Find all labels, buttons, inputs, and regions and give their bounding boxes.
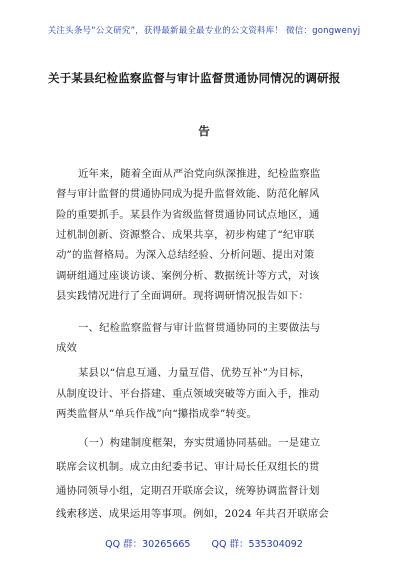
section-heading: 一、纪检监察监督与审计监督贯通协同的主要做法与	[78, 322, 321, 334]
document-title-continuation: 告	[198, 124, 210, 138]
document-title: 关于某县纪检监察监督与审计监督贯通协同情况的调研报	[48, 71, 341, 85]
body-line: 线索移送、成果运用等事项。例如，2024 年共召开联席会	[56, 508, 329, 520]
body-line: 两类监督从“单兵作战”向“攥指成拳”转变。	[56, 408, 258, 420]
body-line: 督与审计监督的贯通协同成为提升监督效能、防范化解风	[56, 188, 320, 200]
footer-qq-groups	[0, 536, 408, 550]
body-line: 近年来，随着全面从严治党向纵深推进，纪检监察监	[78, 168, 321, 180]
subsection-line: （一）构建制度框架，夯实贯通协同基础。一是建立	[78, 437, 321, 449]
section-heading-continuation: 成效	[56, 342, 78, 354]
body-line: 调研组通过座谈访谈、案例分析、数据统计等方式，对该	[56, 270, 320, 282]
promo-banner: 关注头条号“公文研究”，获得最新最全最专业的公文资料库！ 微信：gongwenyj	[47, 26, 361, 36]
body-line: 县实践情况进行了全面调研。现将调研情况报告如下：	[56, 290, 309, 302]
body-line: 通协同领导小组，定期召开联席会议，统筹协调监督计划	[56, 485, 320, 497]
body-line: 动”的监督格局。为深入总结经验、分析问题、提出对策	[56, 249, 315, 261]
qq-group-2: QQ 群：535304092	[211, 539, 303, 550]
body-line: 险的重要抓手。某县作为省级监督贯通协同试点地区，通	[56, 209, 320, 221]
body-line: 联席会议机制。成立由纪委书记、审计局长任双组长的贯	[56, 461, 320, 473]
qq-group-1: QQ 群：30265665	[105, 539, 191, 550]
body-line: 某县以“信息互通、力量互借、优势互补”为目标，	[78, 367, 311, 379]
body-line: 过机制创新、资源整合、成果共享，初步构建了“纪审联	[56, 229, 315, 241]
body-line: 从制度设计、平台搭建、重点领域突破等方面入手，推动	[56, 388, 320, 400]
